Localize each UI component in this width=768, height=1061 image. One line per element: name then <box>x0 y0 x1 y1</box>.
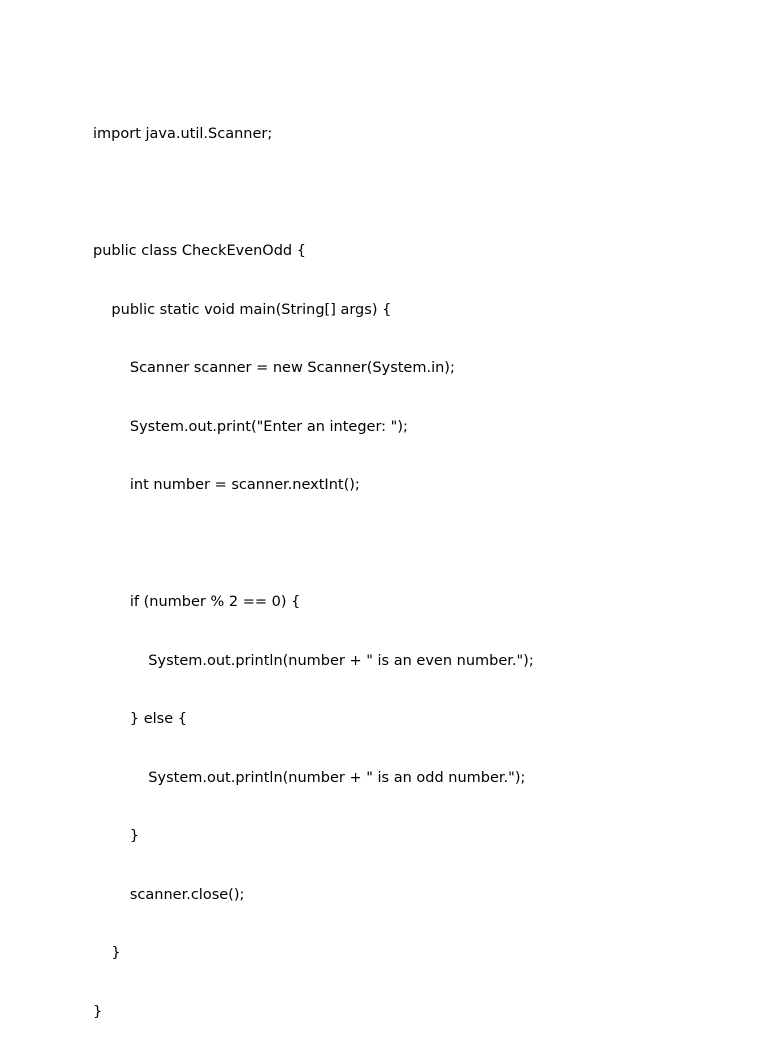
code-line-print-odd: System.out.println(number + " is an odd number."); <box>93 769 526 786</box>
code-line-blank <box>93 535 534 555</box>
code-line-print-even: System.out.println(number + " is an even number."); <box>93 652 534 669</box>
code-line-main-method: public static void main(String[] args) { <box>93 301 392 318</box>
code-line-close-if: } <box>93 828 140 844</box>
code-listing <box>93 86 534 1061</box>
code-line-if: if (number % 2 == 0) { <box>93 594 301 610</box>
code-line-read-int: int number = scanner.nextInt(); <box>93 477 360 493</box>
code-line-class-declaration: public class CheckEvenOdd { <box>93 243 306 259</box>
code-line-scanner-init: Scanner scanner = new Scanner(System.in); <box>93 360 455 376</box>
code-line-else: } else { <box>93 711 187 727</box>
code-line-close-class: } <box>93 1003 103 1020</box>
code-line-prompt: System.out.print("Enter an integer: "); <box>93 418 408 435</box>
code-line-blank <box>93 184 534 204</box>
code-line-close-method: } <box>93 945 121 961</box>
code-line-import: import java.util.Scanner; <box>93 126 273 142</box>
code-line-scanner-close: scanner.close(); <box>93 886 245 903</box>
